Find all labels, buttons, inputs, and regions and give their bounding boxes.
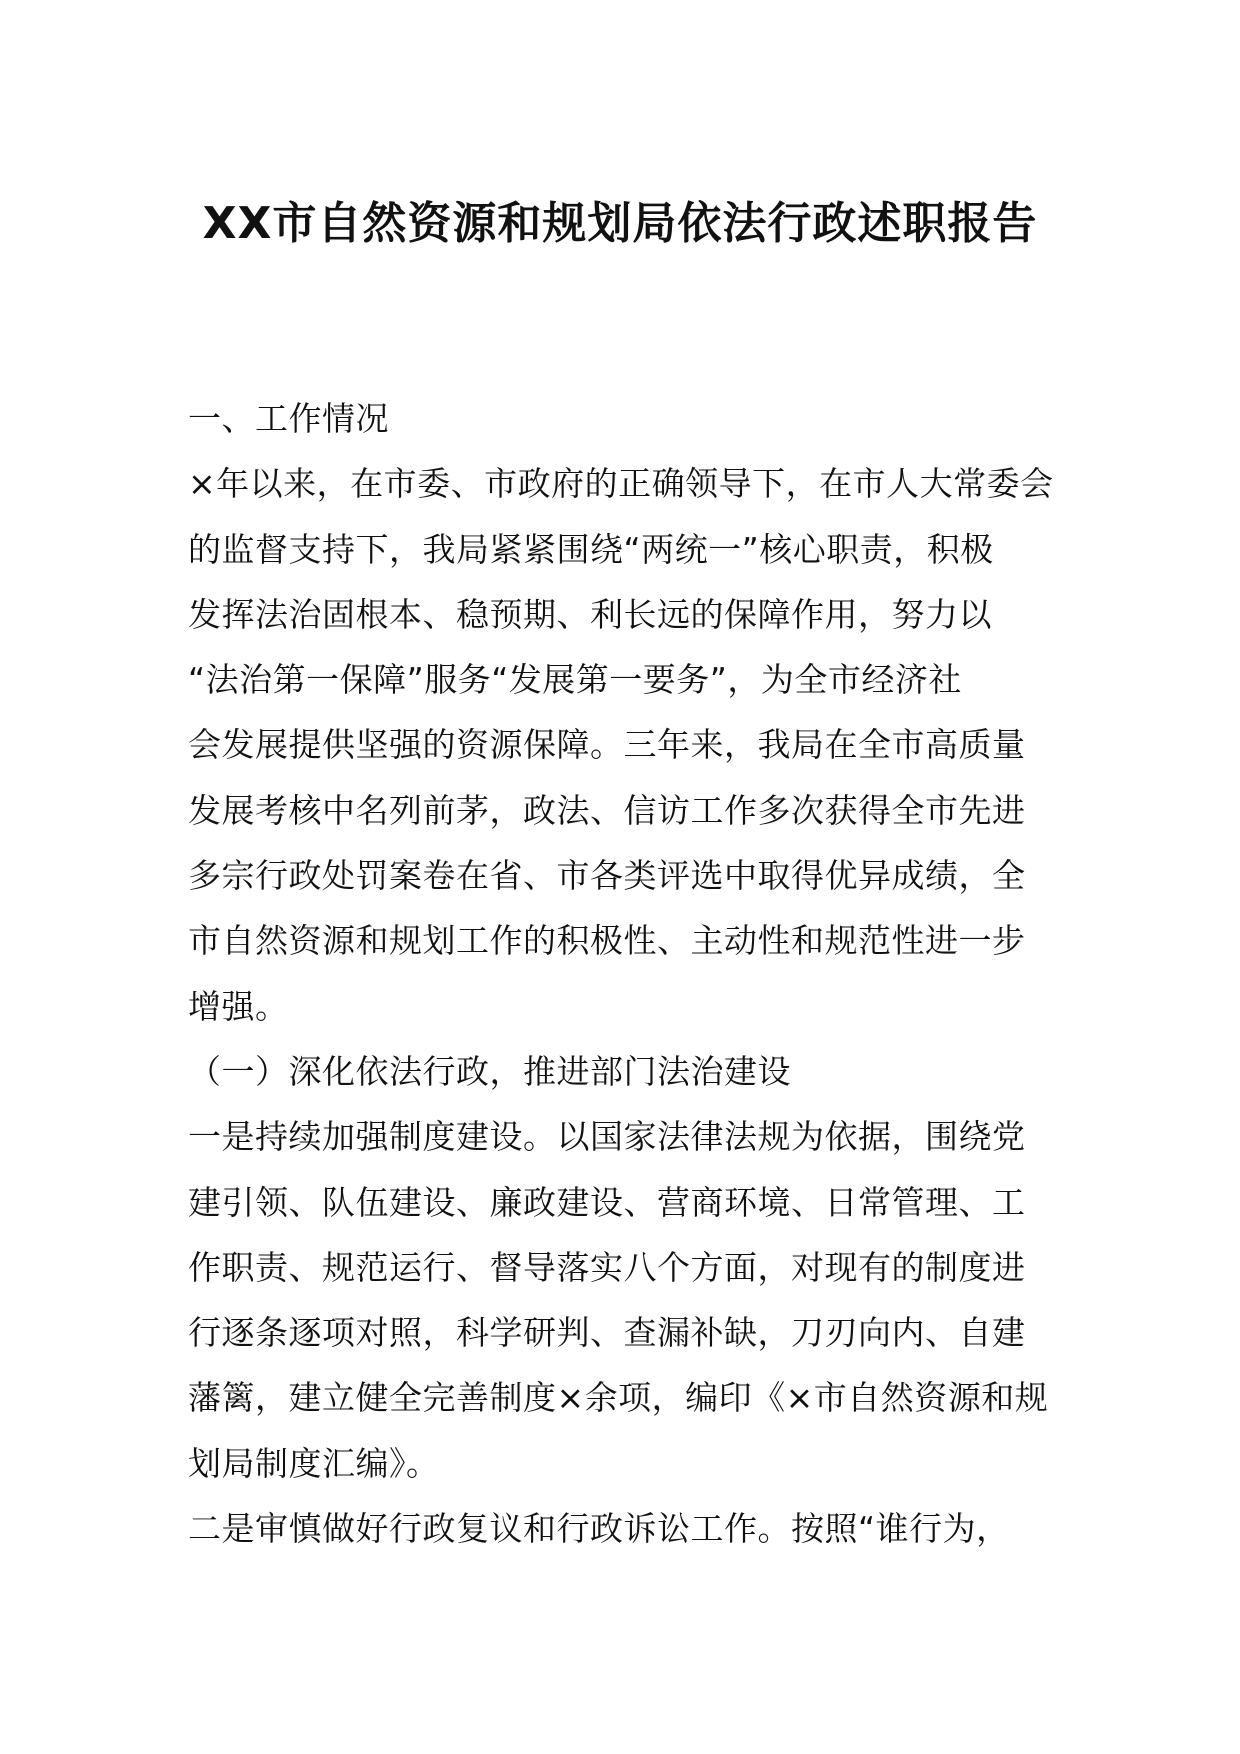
paragraph-line: 行逐条逐项对照，科学研判、查漏补缺，刀刃向内、自建 [188, 1313, 1026, 1353]
subsection-heading: （一）深化依法行政，推进部门法治建设 [188, 1051, 791, 1091]
paragraph-line: 多宗行政处罚案卷在省、市各类评选中取得优异成绩，全 [188, 856, 1026, 896]
document-title: XX市自然资源和规划局依法行政述职报告 [202, 198, 1038, 249]
paragraph-line: 会发展提供坚强的资源保障。三年来，我局在全市高质量 [188, 725, 1026, 765]
paragraph-line: 发展考核中名列前茅，政法、信访工作多次获得全市先进 [188, 790, 1026, 830]
paragraph-line: 增强。 [188, 986, 289, 1026]
paragraph-line: 藩篱，建立健全完善制度×余项，编印《×市自然资源和规 [188, 1378, 1049, 1418]
paragraph-line: 建引领、队伍建设、廉政建设、营商环境、日常管理、工 [188, 1182, 1026, 1222]
paragraph-line: 市自然资源和规划工作的积极性、主动性和规范性进一步 [188, 921, 1026, 961]
document-body [188, 386, 1058, 1561]
paragraph-line: ×年以来，在市委、市政府的正确领导下，在市人大常委会 [188, 464, 1054, 504]
section-heading: 一、工作情况 [188, 399, 389, 438]
paragraph-line: 一是持续加强制度建设。以国家法律法规为依据，围绕党 [188, 1117, 1026, 1157]
paragraph-line: 作职责、规范运行、督导落实八个方面，对现有的制度进 [188, 1247, 1026, 1287]
paragraph-line: “法治第一保障”服务“发展第一要务”，为全市经济社 [188, 660, 962, 700]
paragraph-line: 发挥法治固根本、稳预期、利长远的保障作用，努力以 [188, 594, 992, 634]
paragraph-line: 划局制度汇编》。 [188, 1443, 440, 1483]
paragraph-line: 二是审慎做好行政复议和行政诉讼工作。按照“谁行为， [188, 1509, 1010, 1549]
paragraph-line: 的监督支持下，我局紧紧围绕“两统一”核心职责，积极 [188, 529, 994, 569]
